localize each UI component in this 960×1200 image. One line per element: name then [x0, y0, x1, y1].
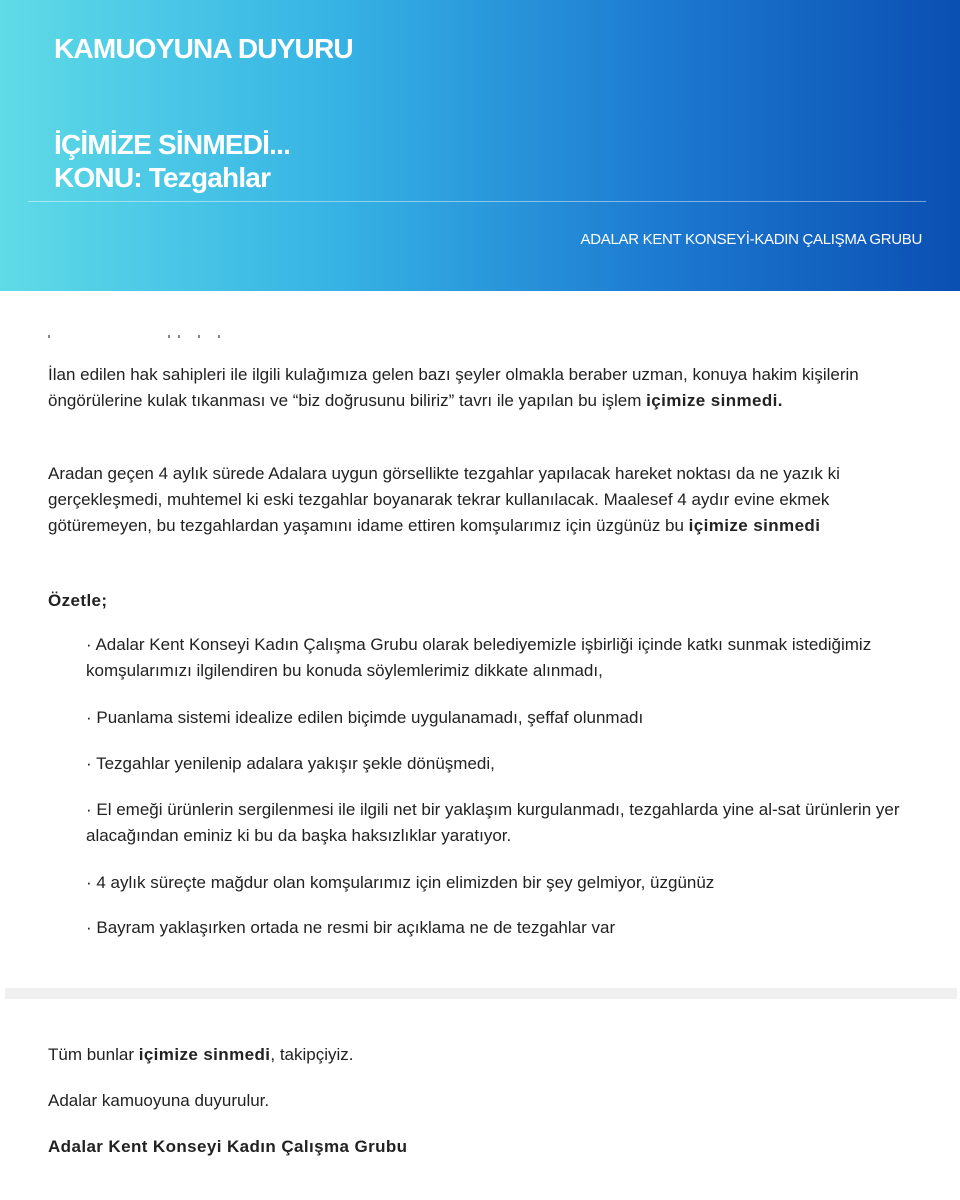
bullet-item: · Puanlama sistemi idealize edilen biçimde uygulanamadı, şeffaf olunmadı [86, 708, 644, 727]
page-subtitle [54, 128, 290, 194]
closing-line-1 [48, 1042, 918, 1068]
bullet-item: · El emeği ürünlerin sergilenmesi ile ilgili net bir yaklaşım kurgulanmadı, tezgahlarda yine al-sat ürünlerin yer alacağından eminiz ki bu da başka haksızlıklar yaratıyor. [86, 800, 900, 845]
summary-heading: Özetle; [48, 591, 108, 610]
organization-name: ADALAR KENT KONSEYİ-KADIN ÇALIŞMA GRUBU [580, 231, 922, 248]
paragraph-1-text: İlan edilen hak sahipleri ile ilgili kulağımıza gelen bazı şeyler olmakla beraber uzman, konuya hakim kişilerin öngörülerine kulak tıkanması ve “biz doğrusunu biliriz” tavrı ile yapılan bu işlem [48, 365, 859, 410]
bullet-item: · 4 aylık süreçte mağdur olan komşularımız için elimizden bir şey gelmiyor, üzgünüz [86, 873, 715, 892]
closing-suffix: , takipçiyiz. [270, 1045, 354, 1064]
paragraph-2-text: Aradan geçen 4 aylık sürede Adalara uygun görsellikte tezgahlar yapılacak hareket noktası da ne yazık ki gerçekleşmedi, muhtemel ki eski tezgahlar boyanarak tekrar kullanılacak. Maalesef 4 aydır evine ekmek götüremeyen, bu tezgahlardan yaşamını idame ettiren komşularımız için üzgünüz bu [48, 464, 840, 535]
closing-prefix: Tüm bunlar [48, 1045, 139, 1064]
bullet-item: · Tezgahlar yenilenip adalara yakışır şekle dönüşmedi, [86, 754, 495, 773]
closing-emphasis: içimize sinmedi [138, 1045, 271, 1064]
signature: Adalar Kent Konseyi Kadın Çalışma Grubu [48, 1137, 408, 1156]
header-divider [28, 201, 926, 202]
paragraph-2 [48, 461, 918, 539]
paragraph-2-emphasis: içimize sinmedi [688, 516, 821, 535]
truncated-text-remnant [48, 335, 248, 341]
subtitle-line-1: İÇİMİZE SİNMEDİ... [54, 129, 291, 160]
subtitle-line-2: KONU: Tezgahlar [54, 162, 271, 193]
page-title: KAMUOYUNA DUYURU [54, 33, 353, 64]
bullet-item: · Bayram yaklaşırken ortada ne resmi bir açıklama ne de tezgahlar var [86, 918, 616, 937]
bullet-item: · Adalar Kent Konseyi Kadın Çalışma Grubu olarak belediyemizle işbirliği içinde katkı sunmak istediğimiz komşularımızı ilgilendiren bu konuda söylemlerimiz dikkate alınmadı, [86, 635, 872, 680]
paragraph-1-emphasis: içimize sinmedi. [646, 391, 783, 410]
paragraph-1 [48, 362, 918, 414]
closing-line-2: Adalar kamuoyuna duyurulur. [48, 1091, 270, 1110]
header-banner [0, 0, 960, 291]
section-divider [5, 988, 957, 999]
